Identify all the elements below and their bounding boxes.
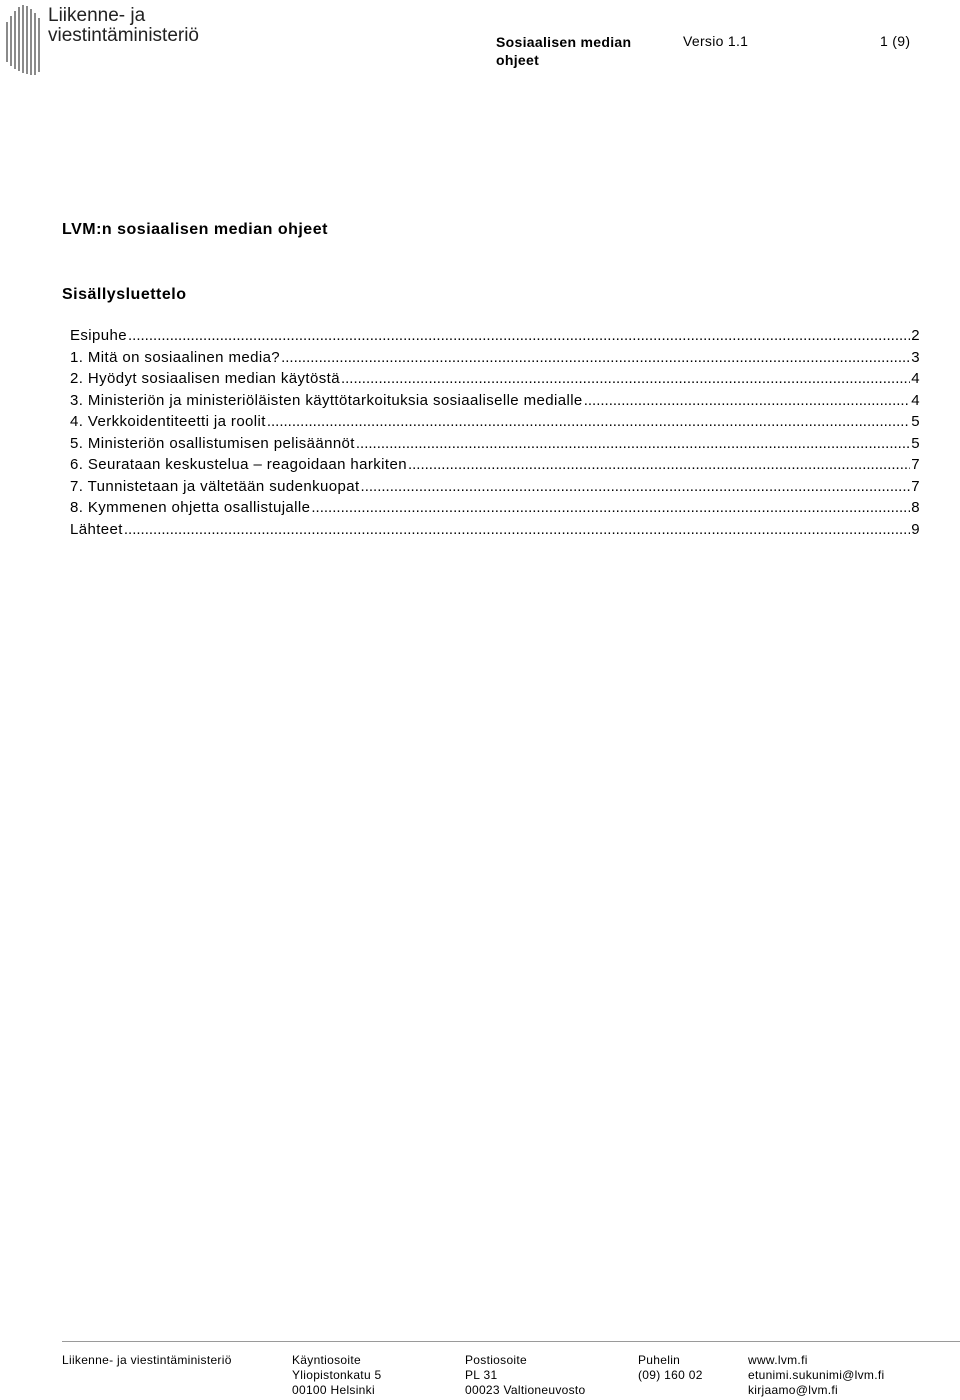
footer-visit-label: Käyntiosoite [292,1353,361,1367]
toc-entry-4[interactable] [70,413,920,435]
ministry-logo [4,2,244,72]
toc-dot-leader [281,349,910,366]
toc-entry-page: 2 [911,327,920,344]
header-doc-title: Sosiaalisen median ohjeet [496,34,632,68]
toc-dot-leader [584,392,911,409]
footer-post-city: 00023 Valtioneuvosto [465,1383,586,1397]
toc-entry-3[interactable] [70,392,920,414]
footer-org [62,1353,232,1368]
header-version: Versio 1.1 [683,33,749,49]
toc-entry-preface[interactable] [70,327,920,349]
ministry-emblem-icon [4,2,44,78]
footer-post-box: PL 31 [465,1368,498,1382]
toc-entry-label: 3. Ministeriön ja ministeriöläisten käyttötarkoituksia sosiaaliselle medialle [70,391,583,409]
toc-entry-label: Esipuhe [70,327,128,344]
footer-registry-email[interactable]: kirjaamo@lvm.fi [748,1383,839,1397]
toc-dot-leader [267,413,910,430]
logo-line-1: Liikenne- ja [48,5,146,26]
footer-email-pattern[interactable]: etunimi.sukunimi@lvm.fi [748,1368,885,1382]
toc-entry-label: 4. Verkkoidentiteetti ja roolit [70,413,266,430]
toc-entry-page: 4 [911,391,920,409]
toc-entry-page: 7 [911,456,920,473]
toc-entry-sources[interactable] [70,521,920,543]
footer-phone [638,1353,703,1383]
table-of-contents [70,327,920,542]
footer-website-link[interactable]: www.lvm.fi [748,1353,808,1367]
toc-entry-6[interactable] [70,456,920,478]
toc-dot-leader [361,478,911,495]
toc-entry-page: 5 [911,434,920,452]
footer-divider [62,1341,960,1342]
toc-entry-2[interactable] [70,370,920,392]
toc-dot-leader [408,456,910,473]
toc-dot-leader [311,499,910,516]
toc-entry-label: 2. Hyödyt sosiaalisen median käytöstä [70,370,340,387]
toc-entry-label: 1. Mitä on sosiaalinen media? [70,348,281,366]
header-page-indicator: 1 (9) [880,33,911,49]
toc-entry-1[interactable] [70,349,920,371]
footer-postal-address [465,1353,586,1398]
footer-org-name: Liikenne- ja viestintäministeriö [62,1353,232,1367]
toc-entry-label: 6. Seurataan keskustelua – reagoidaan harkiten [70,456,407,473]
toc-entry-label: 7. Tunnistetaan ja vältetään sudenkuopat [70,477,360,495]
toc-entry-label: Lähteet [70,520,123,538]
footer-visiting-address [292,1353,382,1398]
footer-visit-street: Yliopistonkatu 5 [292,1368,382,1382]
toc-heading: Sisällysluettelo [62,286,187,303]
toc-entry-page: 4 [911,370,920,387]
toc-dot-leader [356,435,910,452]
toc-entry-label: 8. Kymmenen ohjetta osallistujalle [70,499,311,516]
toc-entry-5[interactable] [70,435,920,457]
footer-phone-number: (09) 160 02 [638,1368,703,1382]
toc-entry-7[interactable] [70,478,920,500]
page-title: LVM:n sosiaalisen median ohjeet [62,221,328,238]
footer-contacts [748,1353,884,1398]
toc-entry-page: 9 [911,520,920,538]
toc-dot-leader [341,370,910,387]
toc-entry-page: 8 [911,499,920,516]
footer-post-label: Postiosoite [465,1353,527,1367]
toc-entry-label: 5. Ministeriön osallistumisen pelisäännöt [70,434,355,452]
toc-dot-leader [124,521,910,538]
footer-visit-city: 00100 Helsinki [292,1383,375,1397]
toc-entry-page: 3 [911,348,920,366]
toc-dot-leader [128,327,910,344]
logo-line-2: viestintäministeriö [48,25,199,46]
footer-phone-label: Puhelin [638,1353,681,1367]
toc-entry-8[interactable] [70,499,920,521]
toc-entry-page: 7 [911,477,920,495]
toc-entry-page: 5 [911,413,920,430]
